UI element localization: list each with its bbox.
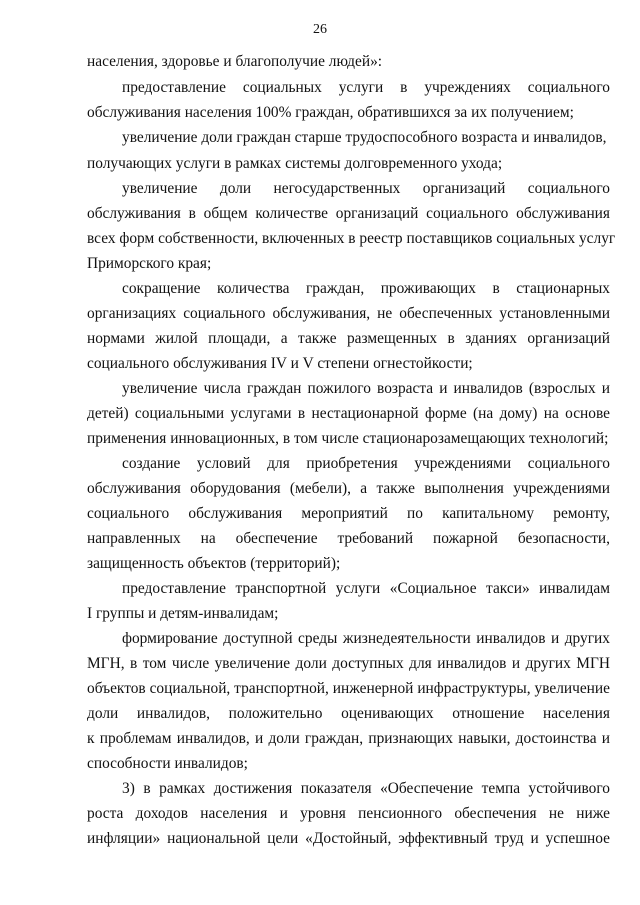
text-line: формирование доступной среды жизнедеятельности инвалидов и других: [122, 630, 610, 647]
text-line: организациях социального обслуживания, не обеспеченных установленными: [87, 305, 610, 322]
text-line: объектов социальной, транспортной, инженерной инфраструктуры, увеличение: [87, 680, 610, 697]
text-line: получающих услуги в рамках системы долговременного ухода;: [87, 155, 503, 172]
text-line: сокращение количества граждан, проживающих в стационарных: [122, 280, 610, 297]
page-number: 26: [313, 22, 327, 37]
text-line: предоставление социальных услуги в учреждениях социального: [122, 79, 610, 96]
text-line: обслуживания оборудования (мебели), а также выполнения учреждениями: [87, 480, 610, 497]
text-line: доли инвалидов, положительно оценивающих отношение населения: [87, 705, 610, 722]
text-line: детей) социальными услугами в нестационарной форме (на дому) на основе: [87, 405, 610, 422]
text-line: социального обслуживания IV и V степени огнестойкости;: [87, 355, 473, 372]
text-line: I группы и детям-инвалидам;: [87, 605, 279, 622]
text-line: нормами жилой площади, а также размещенных в зданиях организаций: [87, 330, 610, 347]
text-line: защищенность объектов (территорий);: [87, 555, 341, 572]
text-line: направленных на обеспечение требований пожарной безопасности,: [87, 530, 610, 547]
text-line: социального обслуживания мероприятий по капитальному ремонту,: [87, 505, 610, 522]
text-line: роста доходов населения и уровня пенсионного обеспечения не ниже: [87, 805, 610, 822]
text-line: всех форм собственности, включенных в реестр поставщиков социальных услуг: [87, 230, 616, 247]
text-line: инфляции» национальной цели «Достойный, эффективный труд и успешное: [87, 830, 610, 847]
text-line: обслуживания населения 100% граждан, обратившихся за их получением;: [87, 104, 574, 121]
text-line: способности инвалидов;: [87, 755, 248, 772]
text-line: населения, здоровье и благополучие людей»:: [87, 53, 383, 70]
text-line: 3) в рамках достижения показателя «Обеспечение темпа устойчивого: [122, 780, 610, 797]
text-line: Приморского края;: [87, 255, 212, 272]
text-line: МГН, в том числе увеличение доли доступных для инвалидов и других МГН: [87, 655, 610, 672]
text-line: создание условий для приобретения учреждениями социального: [122, 455, 610, 472]
text-line: к проблемам инвалидов, и доли граждан, признающих навыки, достоинства и: [87, 730, 610, 747]
text-line: предоставление транспортной услуги «Социальное такси» инвалидам: [122, 580, 610, 597]
text-line: увеличение числа граждан пожилого возраста и инвалидов (взрослых и: [122, 380, 610, 397]
text-line: обслуживания в общем количестве организаций социального обслуживания: [87, 205, 610, 222]
text-line: применения инновационных, в том числе стационарозамещающих технологий;: [87, 430, 609, 447]
text-line: увеличение доли негосударственных организаций социального: [122, 180, 610, 197]
text-line: увеличение доли граждан старше трудоспособного возраста и инвалидов,: [122, 129, 607, 146]
